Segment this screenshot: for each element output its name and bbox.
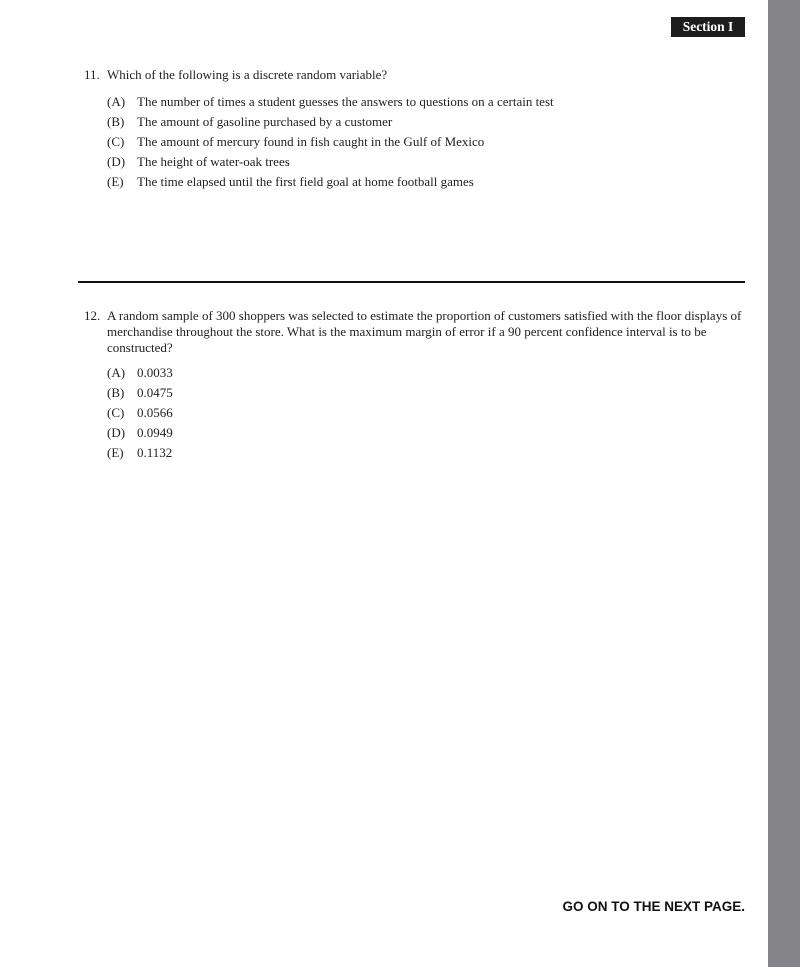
option-a[interactable] <box>107 92 554 112</box>
option-text: 0.0033 <box>137 365 173 380</box>
question-number: 12. <box>84 308 101 323</box>
option-label: (D) <box>107 154 126 169</box>
option-text: The time elapsed until the first field goal at home football games <box>137 174 474 189</box>
option-text: 0.1132 <box>137 445 173 460</box>
next-page-notice: GO ON TO THE NEXT PAGE. <box>562 899 745 914</box>
option-text: The amount of mercury found in fish caught in the Gulf of Mexico <box>137 134 485 149</box>
option-label: (D) <box>107 425 126 440</box>
option-b[interactable] <box>107 383 173 403</box>
question-12 <box>84 308 744 356</box>
option-label: (A) <box>107 94 126 109</box>
option-label: (B) <box>107 114 125 129</box>
option-text: The amount of gasoline purchased by a customer <box>137 114 393 129</box>
question-divider <box>78 281 745 283</box>
question-11-options <box>107 92 554 192</box>
option-e[interactable] <box>107 443 173 463</box>
option-text: The height of water-oak trees <box>137 154 290 169</box>
option-label: (C) <box>107 134 125 149</box>
option-c[interactable] <box>107 403 173 423</box>
page-edge-bar <box>768 0 800 967</box>
option-label: (A) <box>107 365 126 380</box>
question-11 <box>84 67 744 83</box>
option-label: (E) <box>107 445 124 460</box>
option-e[interactable] <box>107 172 554 192</box>
option-c[interactable] <box>107 132 554 152</box>
option-d[interactable] <box>107 423 173 443</box>
option-text: 0.0949 <box>137 425 173 440</box>
option-text: 0.0566 <box>137 405 173 420</box>
option-label: (B) <box>107 385 125 400</box>
option-label: (C) <box>107 405 125 420</box>
question-12-options <box>107 363 173 463</box>
question-number: 11. <box>84 67 100 82</box>
question-stem: Which of the following is a discrete random variable? <box>107 67 388 82</box>
option-d[interactable] <box>107 152 554 172</box>
question-stem: A random sample of 300 shoppers was selected to estimate the proportion of customers satisfied with the floor displays of merchandise throughout the store. What is the maximum margin of error if a 90 percent confidence interval is to be constructed? <box>107 308 742 355</box>
section-badge: Section I <box>671 17 745 37</box>
option-text: 0.0475 <box>137 385 173 400</box>
option-b[interactable] <box>107 112 554 132</box>
option-text: The number of times a student guesses the answers to questions on a certain test <box>137 94 554 109</box>
option-label: (E) <box>107 174 124 189</box>
option-a[interactable] <box>107 363 173 383</box>
